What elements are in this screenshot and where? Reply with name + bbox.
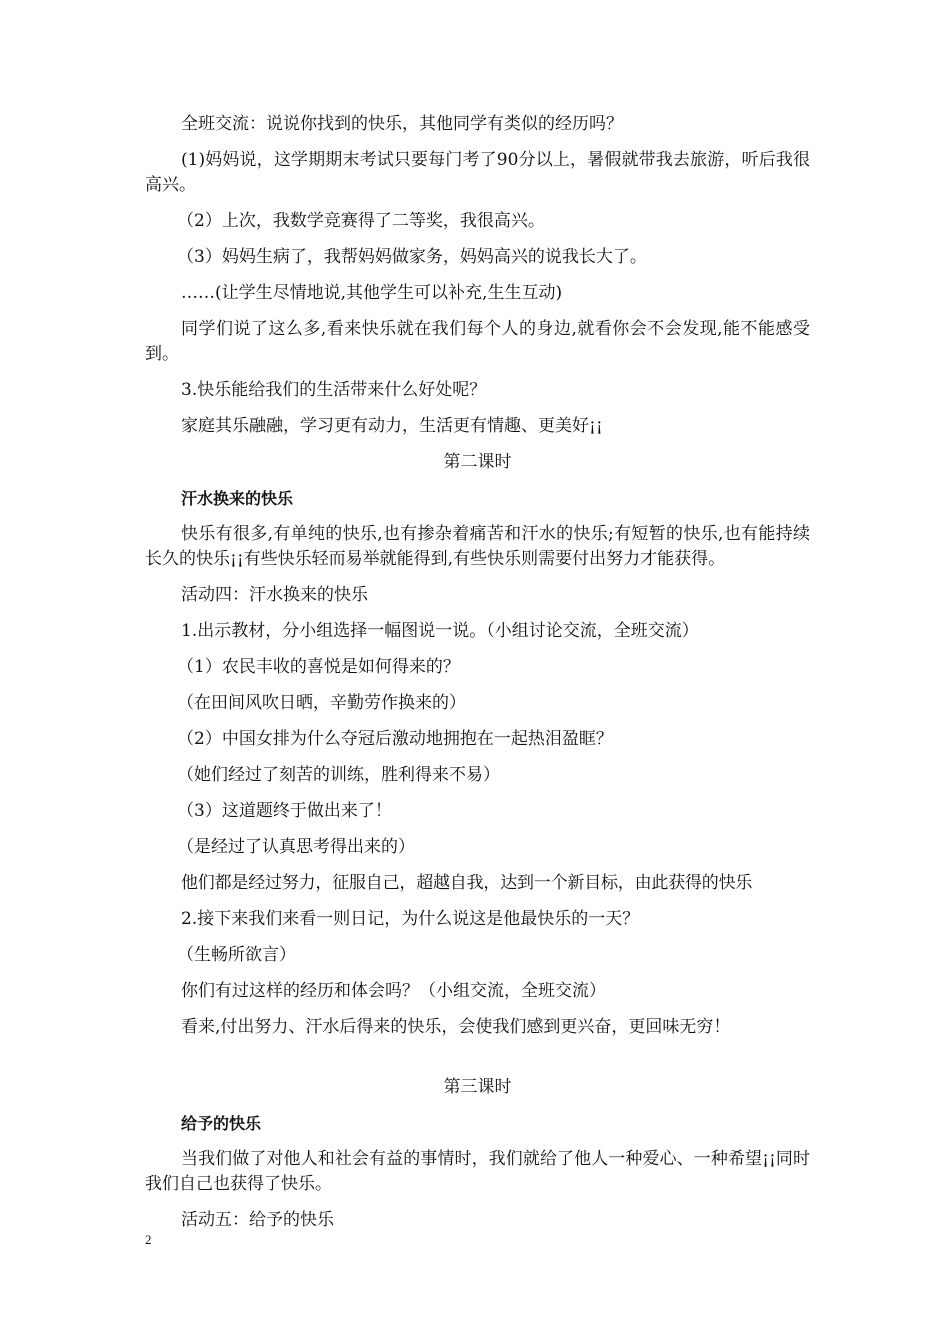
paragraph: （生畅所欲言）: [177, 945, 296, 965]
paragraph: 家庭其乐融融，学习更有动力，生活更有情趣、更美好¡¡: [181, 416, 603, 436]
paragraph: （3）这道题终于做出来了！: [177, 801, 392, 821]
paragraph: 快乐有很多,有单纯的快乐,也有掺杂着痛苦和汗水的快乐;有短暂的快乐,也有能持续长久的快乐¡¡有些快乐轻而易举就能得到,有些快乐则需要付出努力才能获得。: [145, 524, 810, 569]
paragraph: （是经过了认真思考得出来的）: [177, 837, 415, 857]
paragraph: 活动四：汗水换来的快乐: [181, 585, 368, 605]
paragraph: （3）妈妈生病了，我帮妈妈做家务，妈妈高兴的说我长大了。: [177, 247, 647, 267]
section-heading: 汗水换来的快乐: [181, 489, 294, 508]
paragraph: 看来,付出努力、汗水后得来的快乐，会使我们感到更兴奋，更回味无穷！: [181, 1017, 731, 1037]
section-title: 第二课时: [443, 452, 512, 472]
paragraph: （1）农民丰收的喜悦是如何得来的？: [177, 657, 460, 677]
paragraph: 当我们做了对他人和社会有益的事情时，我们就给了他人一种爱心、一种希望¡¡同时我们自己也获得了快乐。: [145, 1149, 810, 1194]
page-number: 2: [145, 1232, 152, 1247]
paragraph: (1)妈妈说，这学期期末考试只要每门考了90分以上，暑假就带我去旅游，听后我很高兴。: [145, 150, 810, 195]
paragraph: （2）上次，我数学竞赛得了二等奖，我很高兴。: [177, 211, 545, 231]
paragraph: 同学们说了这么多,看来快乐就在我们每个人的身边,就看你会不会发现,能不能感受到。: [145, 319, 810, 364]
blank-line: [145, 1051, 810, 1075]
paragraph: （2）中国女排为什么夺冠后激动地拥抱在一起热泪盈眶？: [177, 729, 613, 749]
paragraph: 他们都是经过努力，征服自己，超越自我，达到一个新目标，由此获得的快乐: [181, 873, 753, 893]
paragraph: 1.出示教材，分小组选择一幅图说一说。（小组讨论交流，全班交流）: [181, 621, 699, 641]
section-title: 第三课时: [443, 1077, 512, 1097]
paragraph: 活动五：给予的快乐: [181, 1210, 334, 1230]
paragraph: 2.接下来我们来看一则日记，为什么说这是他最快乐的一天？: [181, 909, 640, 929]
paragraph: 3.快乐能给我们的生活带来什么好处呢？: [181, 380, 487, 400]
paragraph: 你们有过这样的经历和体会吗？（小组交流，全班交流）: [181, 981, 606, 1001]
section-heading: 给予的快乐: [181, 1114, 262, 1133]
paragraph: （在田间风吹日晒，辛勤劳作换来的）: [177, 693, 466, 713]
paragraph: ……(让学生尽情地说,其他学生可以补充,生生互动): [181, 283, 563, 303]
paragraph: （她们经过了刻苦的训练，胜利得来不易）: [177, 765, 500, 785]
document-page: [145, 112, 810, 1244]
paragraph: 全班交流：说说你找到的快乐，其他同学有类似的经历吗？: [181, 114, 623, 134]
